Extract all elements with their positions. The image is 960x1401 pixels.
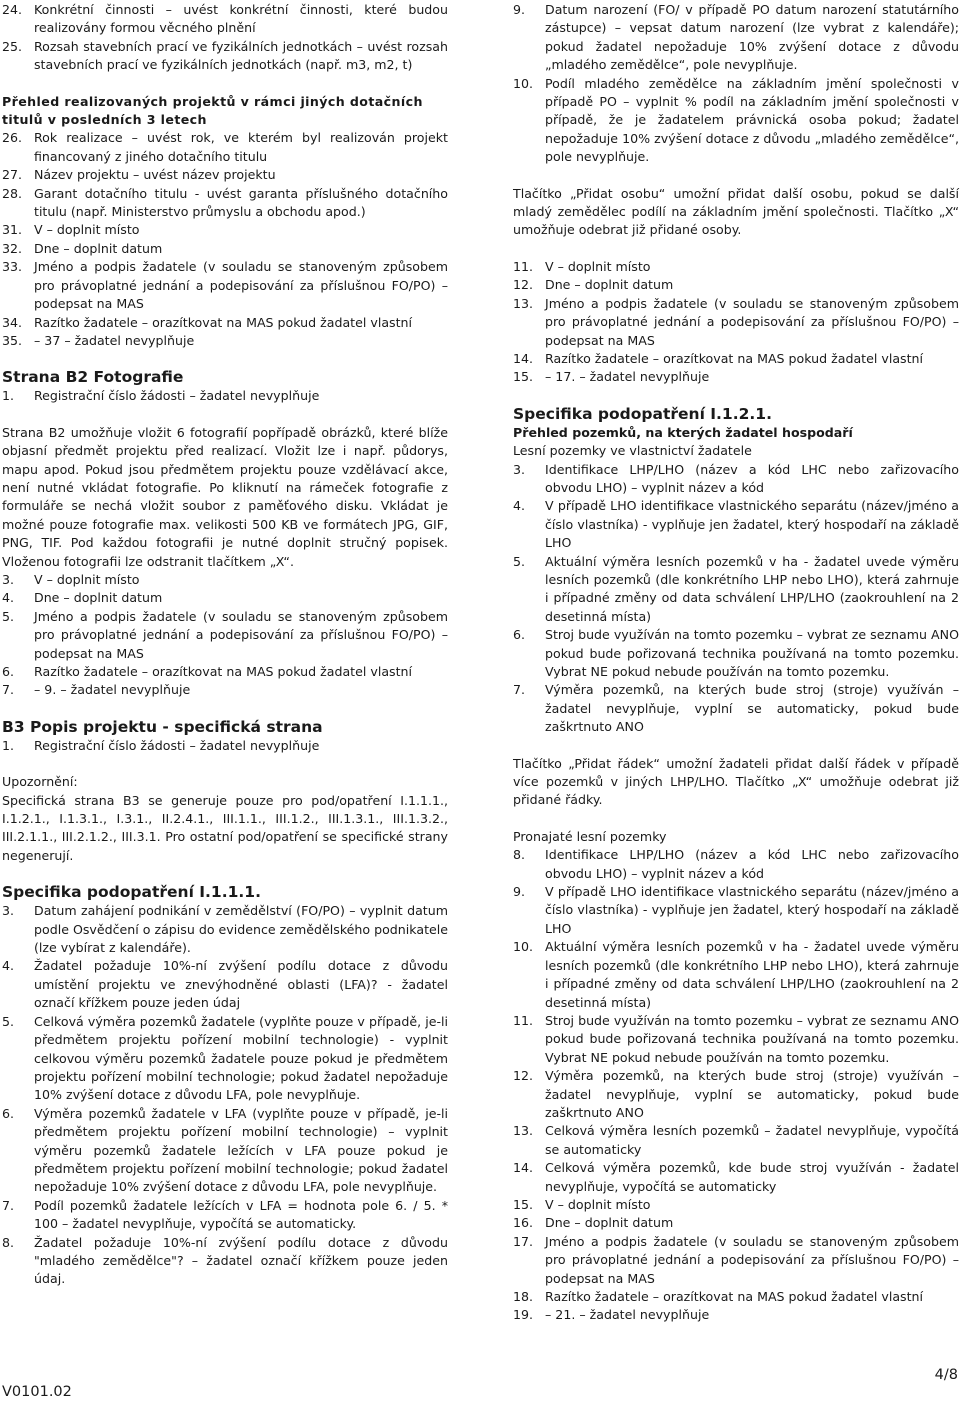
item-number: 6. (513, 627, 526, 643)
item-number: 10. (513, 75, 534, 91)
list-item (2, 902, 448, 957)
list-item (2, 314, 448, 332)
list-item (513, 368, 959, 386)
list-item (513, 883, 959, 938)
list-item (2, 681, 448, 699)
item-number: 8. (513, 847, 526, 863)
list-item (513, 1159, 959, 1196)
item-text: Identifikace LHP/LHO (název a kód LHC nebo zařizovacího obvodu LHO) – vyplnit název a kód (545, 461, 959, 495)
list-item (2, 737, 448, 755)
section-heading: Strana B2 Fotografie (2, 368, 184, 387)
item-number: 27. (2, 167, 23, 183)
section-heading: Přehled pozemků, na kterých žadatel hospodaří (513, 424, 853, 440)
item-text: Výměra pozemků žadatele v LFA (vyplňte pouze v případě, je-li předmětem projektu pořízení mobilní technologie) – vyplnit výměru pozemků žadatele ležících v LFA pouze pokud je předmětem projektu pořízení mobilní technologie; pokud žadatel nepožaduje 10% zvýšení dotace z důvodu LFA, pole nevyplňuje. (34, 1105, 448, 1195)
spacer (513, 240, 959, 258)
item-text: – 9. – žadatel nevyplňuje (34, 682, 191, 698)
item-number: 8. (2, 1234, 15, 1250)
item-number: 33. (2, 259, 23, 275)
item-text: Rok realizace – uvést rok, ve kterém byl realizován projekt financovaný z jiného dotačního titulu (34, 130, 448, 164)
spacer (2, 700, 448, 718)
item-text: Aktuální výměra lesních pozemků v ha - žadatel uvede výměru lesních pozemků (dle konkrétního LHP nebo LHO), která zahrnuje i případné změny od data schválení LHP/LHO (zaokrouhlení na 2 desetinná místa) (545, 553, 959, 624)
item-number: 5. (2, 608, 15, 624)
item-number: 26. (2, 130, 23, 146)
list-item (513, 626, 959, 681)
list-item (2, 957, 448, 1012)
list-item (513, 75, 959, 167)
list-item (513, 1067, 959, 1122)
list-item (2, 1105, 448, 1197)
item-text: – 17. – žadatel nevyplňuje (545, 369, 710, 385)
item-number: 4. (2, 958, 15, 974)
spacer (2, 755, 448, 773)
item-number: 31. (2, 222, 23, 238)
item-text: – 21. – žadatel nevyplňuje (545, 1307, 710, 1323)
paragraph: Upozornění: (2, 774, 78, 790)
item-number: 4. (513, 498, 526, 514)
item-text: Stroj bude využíván na tomto pozemku – vybrat ze seznamu ANO pokud bude pořizovaná technika používaná na tomto pozemku. Vybrat NE pokud nebude používán na tomto pozemku. (545, 1012, 959, 1065)
spacer (2, 350, 448, 368)
list-item (513, 553, 959, 627)
item-number: 28. (2, 185, 23, 201)
item-number: 34. (2, 314, 23, 330)
spacer (2, 865, 448, 883)
list-item (2, 589, 448, 607)
item-number: 11. (513, 258, 534, 274)
list-item (513, 846, 959, 883)
item-number: 32. (2, 240, 23, 256)
item-number: 1. (2, 737, 15, 753)
list-item (2, 608, 448, 663)
item-text: Žadatel požaduje 10%-ní zvýšení podílu dotace z důvodu umístění projektu ve znevýhodněné oblasti (LFA)? - žadatel označí křížkem pouze jeden údaj (34, 958, 448, 1011)
item-number: 3. (2, 903, 15, 919)
item-number: 15. (513, 1196, 534, 1212)
item-text: Podíl pozemků žadatele ležících v LFA = hodnota pole 6. / 5. * 100 – žadatel nevyplňuje, vypočítá se automaticky. (34, 1197, 448, 1232)
item-text: Dne – doplnit datum (34, 590, 163, 606)
item-number: 24. (2, 2, 23, 17)
item-text: Aktuální výměra lesních pozemků v ha - žadatel uvede výměru lesních pozemků (dle konkrétního LHP nebo LHO), která zahrnuje i případné změny od data schválení LHP/LHO (zaokrouhlení na 2 desetinná místa) (545, 939, 959, 1010)
list-item (513, 1, 959, 75)
list-item (513, 1306, 959, 1324)
item-number: 11. (513, 1012, 534, 1028)
section-heading: Specifika podopatření I.1.2.1. (513, 404, 772, 423)
list-item (2, 571, 448, 589)
item-text: Jméno a podpis žadatele (v souladu se stanoveným způsobem pro právoplatné jednání a podepisování za příslušnou FO/PO) – podepsat na MAS (34, 608, 448, 661)
list-item (2, 240, 448, 258)
list-item (513, 461, 959, 498)
list-item (2, 387, 448, 405)
list-item (513, 1288, 959, 1306)
item-text: V případě LHO identifikace vlastnického separátu (název/jméno a číslo vlastníka) - vyplňuje jen žadatel, který hospodaří na základě LHO (545, 884, 959, 936)
item-text: Jméno a podpis žadatele (v souladu se stanoveným způsobem pro právoplatné jednání a podepisování za příslušnou FO/PO) – podepsat na MAS (34, 259, 448, 312)
right-column (513, 1, 959, 1325)
item-text: Datum narození (FO/ v případě PO datum narození statutárního zástupce) – vepsat datum narození (lze vybrat z kalendáře); pokud žadatel nepožaduje 10% zvýšení dotace z důvodu „mladého zemědělce“, pole nevyplňuje. (545, 2, 959, 73)
item-text: Celková výměra lesních pozemků – žadatel nevyplňuje, vypočítá se automaticky (545, 1123, 959, 1157)
item-number: 6. (2, 664, 15, 679)
item-number: 19. (513, 1307, 534, 1323)
list-item (513, 1122, 959, 1159)
list-item (513, 1196, 959, 1214)
item-text: Dne – doplnit datum (545, 1215, 674, 1231)
item-text: Výměra pozemků, na kterých bude stroj (stroje) využíván – žadatel nevyplňuje, vyplní se automaticky, pokud bude zaškrtnuto ANO (545, 682, 959, 735)
list-item (2, 221, 448, 239)
item-number: 14. (513, 350, 534, 366)
item-number: 12. (513, 1068, 534, 1084)
item-number: 14. (513, 1160, 534, 1176)
item-text: V případě LHO identifikace vlastnického separátu (název/jméno a číslo vlastníka) - vyplňuje jen žadatel, který hospodaří na základě LHO (545, 498, 959, 551)
list-item (2, 332, 448, 350)
paragraph: Tlačítko „Přidat osobu“ umožní přidat další osobu, pokud se další mladý zemědělec podílí na základním jmění společnosti. Tlačítko „X“ umožňuje odebrat již přidané osoby. (513, 185, 959, 238)
section-heading: Specifika podopatření I.1.1.1. (2, 883, 261, 902)
list-item (513, 276, 959, 294)
spacer (513, 737, 959, 755)
item-text: Stroj bude využíván na tomto pozemku – vybrat ze seznamu ANO pokud bude pořizovaná technika používaná na tomto pozemku. Vybrat NE pokud nebude používán na tomto pozemku. (545, 627, 959, 679)
spacer (513, 167, 959, 185)
paragraph: Tlačítko „Přidat řádek“ umožní žadateli přidat další řádek v případě více pozemků v jiných LHP/LHO. Tlačítko „X“ umožňuje odebrat již přidané řádky. (513, 755, 959, 808)
item-text: Podíl mladého zemědělce na základním jmění společnosti v případě PO – vyplnit % podíl na základním jmění společnosti v případě, že je žadatelem právnická osoba pokud; žadatel nepožaduje 10% zvýšení dotace z důvodu „mladého zemědělce“, pole nevyplňuje. (545, 75, 959, 165)
spacer (513, 810, 959, 828)
item-text: Razítko žadatele – orazítkovat na MAS pokud žadatel vlastní (34, 314, 413, 330)
section-heading: Přehled realizovaných projektů v rámci jiných dotačních titulů v posledních 3 letech (2, 93, 423, 128)
item-text: Jméno a podpis žadatele (v souladu se stanoveným způsobem pro právoplatné jednání a podepisování za příslušnou FO/PO) – podepsat na MAS (545, 1233, 959, 1286)
item-text: Celková výměra pozemků, kde bude stroj využíván - žadatel nevyplňuje, vypočítá se automaticky (545, 1160, 959, 1194)
item-text: Razítko žadatele – orazítkovat na MAS pokud žadatel vlastní (545, 1289, 924, 1304)
list-item (2, 38, 448, 75)
item-text: Registrační číslo žádosti – žadatel nevyplňuje (34, 737, 320, 753)
page-number: 4/8 (934, 1367, 958, 1383)
list-item (513, 1233, 959, 1288)
spacer (2, 406, 448, 424)
section-heading: B3 Popis projektu - specifická strana (2, 717, 323, 736)
item-number: 1. (2, 388, 15, 404)
list-item (513, 497, 959, 552)
item-number: 13. (513, 1123, 534, 1139)
list-item (2, 258, 448, 313)
item-number: 25. (2, 38, 23, 54)
paragraph: Strana B2 umožňuje vložit 6 fotografií popřípadě obrázků, které blíže objasní předmět projektu před realizací. Vložit lze i např. půdorys, mapu apod. Pokud jsou předmětem projektu pouze vzdělávací akce, není nutné vkládat fotografie. Po kliknutí na rámeček fotografie z formuláře se nechá vložit soubor z paměťového disku. Vkládat je možné pouze fotografie max. velikosti 500 KB ve formátech JPG, GIF, PNG, TIF. Pod každou fotografii je nutné doplnit stručný popisek. Vloženou fotografii lze odstranit tlačítkem „X“. (2, 424, 448, 569)
list-item (513, 1214, 959, 1232)
item-number: 7. (513, 682, 526, 698)
list-item (2, 1234, 448, 1289)
item-number: 17. (513, 1233, 534, 1249)
item-text: Název projektu – uvést název projektu (34, 167, 276, 183)
item-number: 16. (513, 1215, 534, 1231)
item-text: – 37 – žadatel nevyplňuje (34, 332, 195, 348)
list-item (2, 1, 448, 38)
list-item (513, 1012, 959, 1067)
item-text: Jméno a podpis žadatele (v souladu se stanoveným způsobem pro právoplatné jednání a podepisování za příslušnou FO/PO) – podepsat na MAS (545, 295, 959, 348)
item-number: 7. (2, 1197, 15, 1213)
list-item (2, 166, 448, 184)
paragraph: Lesní pozemky ve vlastnictví žadatele (513, 443, 752, 459)
list-item (513, 295, 959, 350)
item-number: 7. (2, 682, 15, 698)
paragraph: Pronajaté lesní pozemky (513, 828, 667, 844)
item-number: 3. (2, 571, 15, 587)
list-item (2, 663, 448, 681)
spacer (513, 387, 959, 405)
item-number: 3. (513, 461, 526, 477)
item-text: Garant dotačního titulu - uvést garanta příslušného dotačního titulu (např. Ministerstvo průmyslu a obchodu apod.) (34, 185, 448, 220)
paragraph: Specifická strana B3 se generuje pouze pro pod/opatření I.1.1.1., I.1.2.1., I.1.3.1., I.3.1., II.2.4.1., III.1.1., III.1.2., III.1.3.1., III.1.3.2., III.2.1.1., III.2.1.2., III.3.1. Pro ostatní pod/opatření se specifické strany negenerují. (2, 792, 448, 863)
item-number: 10. (513, 939, 534, 955)
item-text: Celková výměra pozemků žadatele (vyplňte pouze v případě, je-li předmětem projektu pořízení mobilní technologie) - vyplnit celkovou výměru pozemků žadatele pouze pokud je předmětem projektu pořízení mobilní technologie; pokud žadatel nepožaduje 10% zvýšení dotace z důvodu LFA, pole nevyplňuje. (34, 1013, 448, 1103)
version-label: V0101.02 (2, 1384, 72, 1400)
item-text: Konkrétní činnosti – uvést konkrétní činnosti, které budou realizovány formou věcného plnění (34, 2, 448, 36)
list-item (2, 129, 448, 166)
item-text: V – doplnit místo (545, 258, 651, 274)
item-number: 15. (513, 369, 534, 385)
item-text: Žadatel požaduje 10%-ní zvýšení podílu dotace z důvodu "mladého zemědělce"? – žadatel označí křížkem pouze jeden údaj. (34, 1234, 448, 1287)
item-text: Datum zahájení podnikání v zemědělství (FO/PO) – vyplnit datum podle Osvědčení o zápisu do evidence zemědělského podnikatele (lze vybírat z kalendáře). (34, 903, 449, 956)
spacer (2, 75, 448, 93)
list-item (513, 258, 959, 276)
item-number: 18. (513, 1289, 534, 1304)
item-text: Identifikace LHP/LHO (název a kód LHC nebo zařizovacího obvodu LHO) – vyplnit název a kód (545, 847, 959, 881)
left-column (2, 1, 448, 1289)
item-text: Dne – doplnit datum (545, 277, 674, 293)
item-number: 5. (2, 1013, 15, 1029)
item-number: 12. (513, 277, 534, 293)
list-item (513, 681, 959, 736)
item-text: V – doplnit místo (545, 1196, 651, 1212)
list-item (2, 1197, 448, 1234)
item-number: 35. (2, 332, 23, 348)
item-text: Výměra pozemků, na kterých bude stroj (stroje) využíván – žadatel nevyplňuje, vyplní se automaticky, pokud bude zaškrtnuto ANO (545, 1068, 959, 1120)
item-text: Razítko žadatele – orazítkovat na MAS pokud žadatel vlastní (545, 350, 924, 366)
list-item (2, 1013, 448, 1105)
item-text: Dne – doplnit datum (34, 240, 163, 256)
item-text: V – doplnit místo (34, 222, 140, 238)
list-item (513, 350, 959, 368)
item-number: 6. (2, 1105, 15, 1121)
item-text: Rozsah stavebních prací ve fyzikálních jednotkách – uvést rozsah stavebních prací ve fyzikálních jednotkách (např. m3, m2, t) (34, 38, 448, 73)
item-number: 4. (2, 590, 15, 606)
list-item (2, 185, 448, 222)
item-number: 5. (513, 553, 526, 569)
item-number: 9. (513, 884, 526, 900)
item-text: Razítko žadatele – orazítkovat na MAS pokud žadatel vlastní (34, 664, 413, 679)
item-text: Registrační číslo žádosti – žadatel nevyplňuje (34, 388, 320, 404)
item-text: V – doplnit místo (34, 571, 140, 587)
item-number: 13. (513, 295, 534, 311)
list-item (513, 938, 959, 1012)
item-number: 9. (513, 2, 526, 17)
